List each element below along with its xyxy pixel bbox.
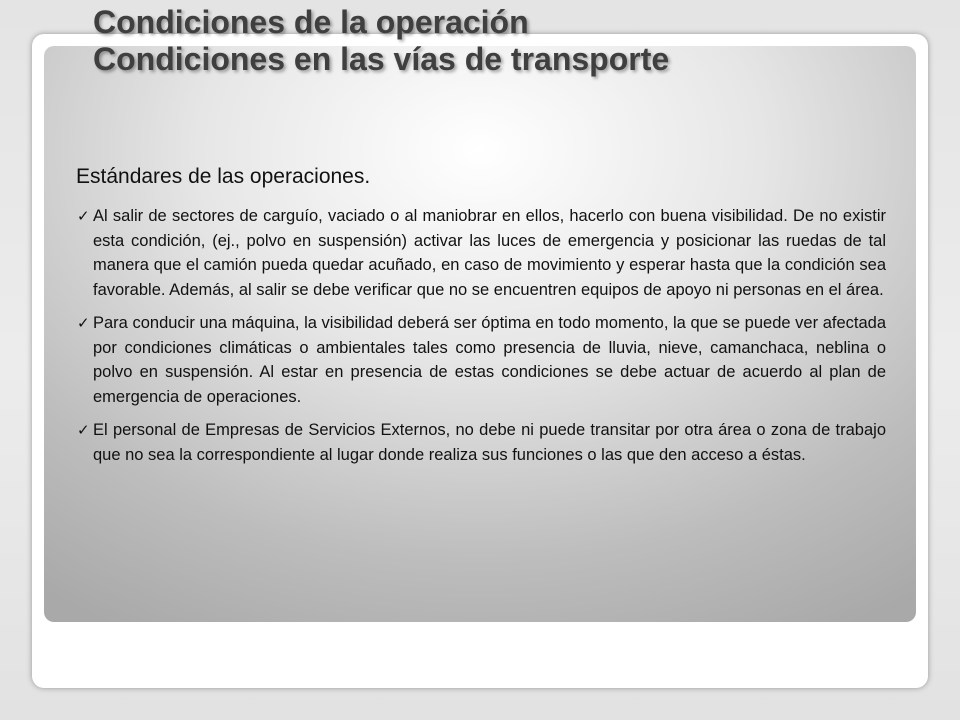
- bullet-item-3: [76, 418, 886, 467]
- bullet-item-2: [76, 311, 886, 409]
- title-line-1: Condiciones de la operación: [93, 4, 529, 40]
- title-line-2: Condiciones en las vías de transporte: [93, 41, 670, 77]
- bullet-item-1: [76, 204, 886, 302]
- slide-title: [93, 4, 913, 78]
- checkmark-icon: ✓: [77, 314, 90, 332]
- bullet-text: Para conducir una máquina, la visibilidad deberá ser óptima en todo momento, la que se puede ver afectada por condiciones climáticas o ambientales tales como presencia de lluvia, nieve, camanchaca, neblina o polvo en suspensión. Al estar en presencia de estas condiciones se debe actuar de acuerdo al plan de emergencia de operaciones.: [93, 314, 886, 406]
- section-subtitle: Estándares de las operaciones.: [76, 165, 371, 188]
- bullet-text: Al salir de sectores de carguío, vaciado o al maniobrar en ellos, hacerlo con buena visibilidad. De no existir esta condición, (ej., polvo en suspensión) activar las luces de emergencia y posicionar las ruedas de tal manera que el camión pueda quedar acuñado, en caso de movimiento y esperar hasta que la condición sea favorable. Además, al salir se debe verificar que no se encuentren equipos de apoyo ni personas en el área.: [93, 207, 886, 299]
- bullet-text: El personal de Empresas de Servicios Externos, no debe ni puede transitar por otra área o zona de trabajo que no sea la correspondiente al lugar donde realiza sus funciones o las que den acceso a éstas.: [93, 421, 886, 464]
- bullet-list: [76, 204, 886, 476]
- checkmark-icon: ✓: [77, 421, 90, 439]
- checkmark-icon: ✓: [77, 207, 90, 225]
